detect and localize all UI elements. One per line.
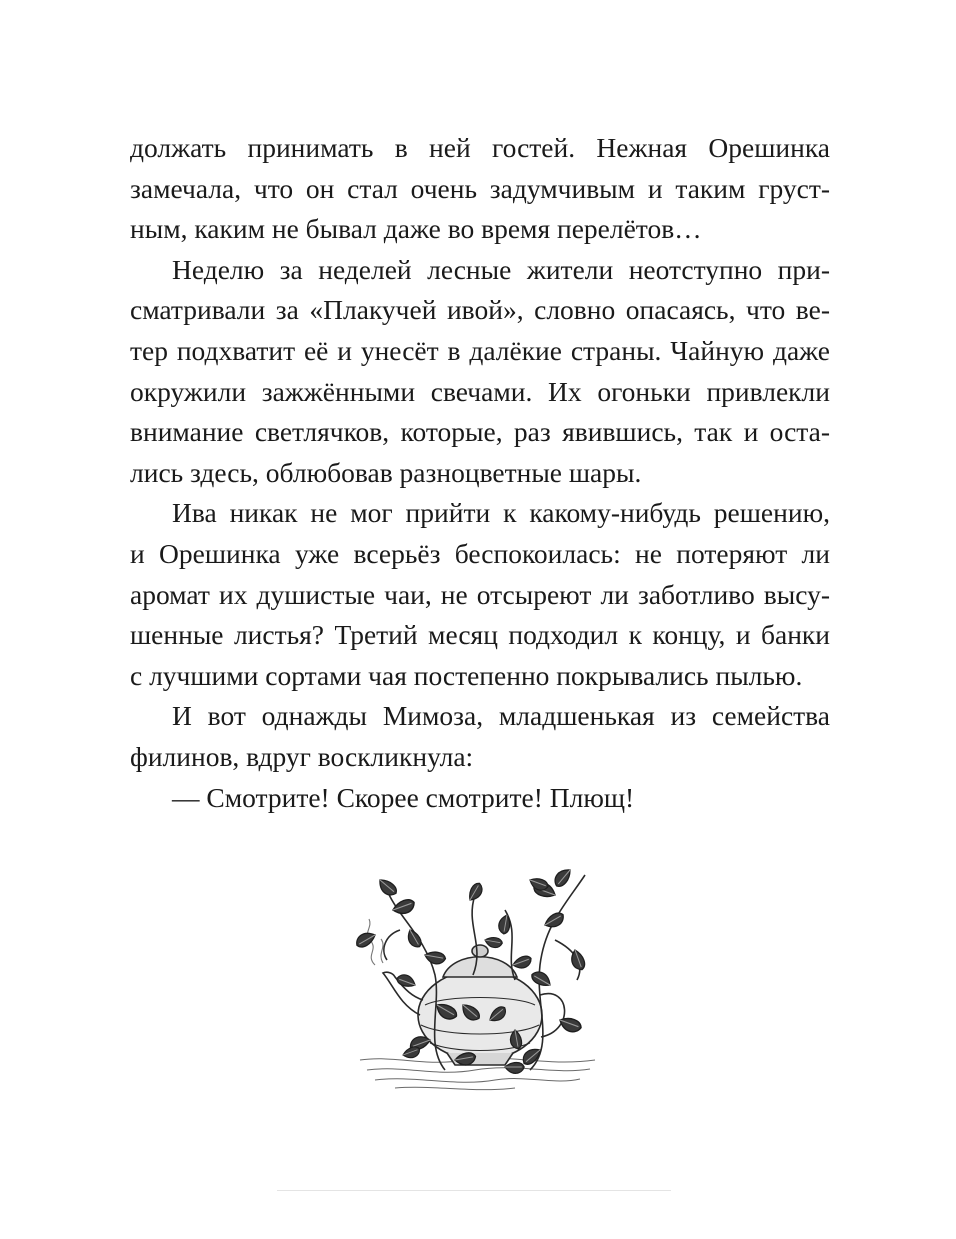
text-line: замечала, что он стал очень задумчивым и таким груст-	[130, 172, 830, 204]
text-line: Ива никак не мог прийти к какому-нибудь решению,	[172, 497, 830, 529]
text-line: — Смотрите! Скорее смотрите! Плющ!	[172, 781, 635, 813]
text-line: должать принимать в ней гостей. Нежная Орешинка	[130, 132, 830, 163]
teapot-with-ivy-icon	[355, 855, 605, 1110]
text-line: окружили зажжёнными свечами. Их огоньки привлекли	[130, 375, 830, 407]
text-line: внимание светлячков, которые, раз явившись, так и оста-	[130, 416, 830, 448]
text-line: сматривали за «Плакучей ивой», словно опасаясь, что ве-	[130, 294, 830, 326]
text-line: шенные листья? Третий месяц подходил к концу, и банки	[130, 619, 830, 651]
text-line: лись здесь, облюбовав разноцветные шары.	[130, 456, 642, 488]
text-line: и Орешинка уже всерьёз беспокоилась: не потеряют ли	[130, 537, 830, 569]
text-line: с лучшими сортами чая постепенно покрывались пылью.	[130, 659, 803, 691]
text-line: филинов, вдруг воскликнула:	[130, 740, 474, 772]
text-line: И вот однажды Мимоза, младшенькая из семейства	[172, 700, 830, 732]
text-line: тер подхватит её и унесёт в далёкие страны. Чайную даже	[130, 334, 830, 366]
footer-rule	[277, 1190, 671, 1191]
text-line: Неделю за неделей лесные жители неотступно при-	[172, 253, 830, 285]
text-line: ным, каким не бывал даже во время перелётов…	[130, 213, 702, 245]
body-text	[130, 128, 830, 818]
text-line: аромат их душистые чаи, не отсыреют ли заботливо высу-	[130, 578, 830, 610]
